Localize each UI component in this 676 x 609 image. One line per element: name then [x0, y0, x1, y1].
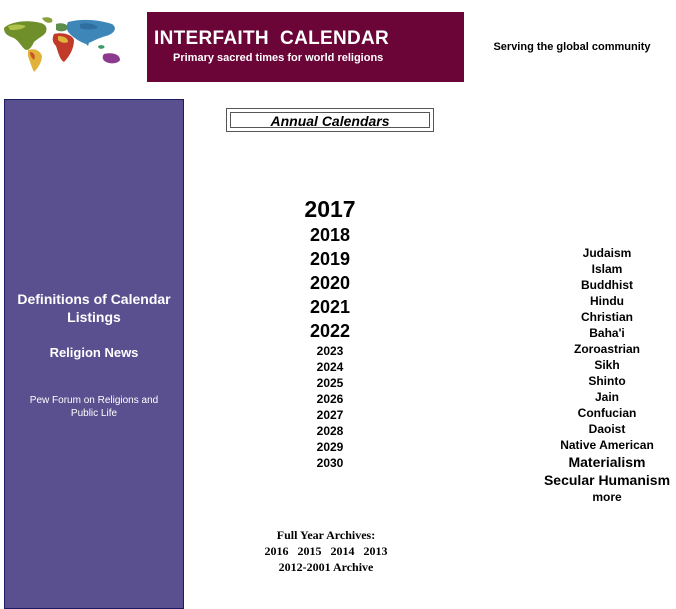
religion-link-christian[interactable]: Christian	[580, 310, 633, 324]
year-link-2017[interactable]: 2017	[304, 196, 356, 222]
religion-link-islam[interactable]: Islam	[591, 262, 623, 276]
year-link-2019[interactable]: 2019	[309, 249, 351, 269]
sidebar	[4, 99, 184, 609]
year-link-2025[interactable]: 2025	[316, 376, 344, 390]
religion-link-jain[interactable]: Jain	[594, 390, 619, 404]
annual-calendars-box	[226, 108, 434, 132]
definitions-link[interactable]: Definitions of Calendar Listings	[17, 291, 171, 325]
religion-link-native-american[interactable]: Native American	[560, 438, 654, 452]
religion-link-more[interactable]: more	[592, 490, 622, 504]
archives-section	[248, 527, 404, 575]
religion-link-materialism[interactable]: Materialism	[568, 454, 646, 470]
pew-forum-link[interactable]: Pew Forum on Religions and Public Life	[29, 395, 159, 419]
religion-link-bahai[interactable]: Baha'i	[589, 326, 625, 340]
religion-link-buddhist[interactable]: Buddhist	[581, 278, 633, 292]
year-link-2030[interactable]: 2030	[316, 456, 344, 470]
religion-link-secular-humanism[interactable]: Secular Humanism	[543, 472, 671, 488]
religion-link-judaism[interactable]: Judaism	[582, 246, 632, 260]
annual-calendars-heading: Annual Calendars	[230, 112, 430, 128]
world-map-icon	[2, 16, 126, 74]
year-link-2026[interactable]: 2026	[316, 392, 344, 406]
religions-list	[534, 245, 676, 505]
archive-link-2012-2001[interactable]: 2012-2001 Archive	[278, 560, 374, 574]
year-link-2022[interactable]: 2022	[309, 321, 351, 341]
site-subtitle: Primary sacred times for world religions	[173, 52, 384, 64]
archives-heading: Full Year Archives:	[276, 528, 376, 542]
religion-link-hindu[interactable]: Hindu	[590, 294, 624, 308]
religion-link-zoroastrian[interactable]: Zoroastrian	[573, 342, 640, 356]
archive-link-2014[interactable]: 2014	[330, 544, 355, 558]
religion-news-link[interactable]: Religion News	[49, 345, 139, 360]
religion-link-confucian[interactable]: Confucian	[577, 406, 637, 420]
tagline: Serving the global community	[493, 41, 651, 53]
year-link-2018[interactable]: 2018	[309, 225, 351, 245]
religion-link-sikh[interactable]: Sikh	[594, 358, 620, 372]
religion-link-shinto[interactable]: Shinto	[588, 374, 626, 388]
archive-link-2016[interactable]: 2016	[264, 544, 289, 558]
header-banner	[147, 12, 464, 82]
year-link-2020[interactable]: 2020	[309, 273, 351, 293]
years-list	[270, 195, 390, 471]
archive-years-row	[248, 543, 404, 559]
religion-link-daoist[interactable]: Daoist	[588, 422, 626, 436]
year-link-2027[interactable]: 2027	[316, 408, 344, 422]
year-link-2028[interactable]: 2028	[316, 424, 344, 438]
archive-link-2015[interactable]: 2015	[297, 544, 322, 558]
archive-link-2013[interactable]: 2013	[363, 544, 388, 558]
site-title: INTERFAITH CALENDAR	[154, 28, 390, 49]
year-link-2021[interactable]: 2021	[309, 297, 351, 317]
year-link-2029[interactable]: 2029	[316, 440, 344, 454]
year-link-2023[interactable]: 2023	[316, 344, 344, 358]
year-link-2024[interactable]: 2024	[316, 360, 344, 374]
